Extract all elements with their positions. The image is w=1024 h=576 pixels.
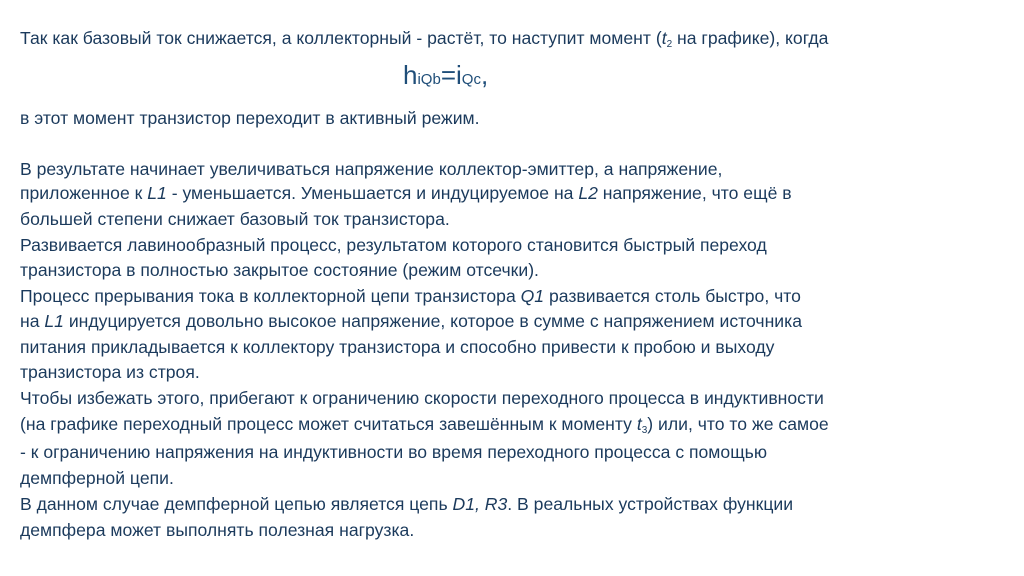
text-segment: Процесс прерывания тока в коллекторной цепи транзистора	[20, 286, 521, 306]
time-symbol: t	[636, 414, 642, 434]
text-segment: индуцируется довольно высокое напряжение, которое в сумме с напряжением источника	[63, 311, 803, 331]
body-line-6	[20, 284, 801, 308]
formula-iqb: iQb	[417, 71, 441, 88]
body-line-15: демпфера может выполнять полезная нагрузка.	[20, 520, 415, 540]
current-equation	[403, 60, 488, 95]
formula-h: h	[403, 60, 418, 90]
text-segment: ) или, что то же самое	[647, 414, 829, 434]
body-line-12: - к ограничению напряжения на индуктивности во время переходного процесса с помощью	[20, 442, 768, 462]
body-line-10: Чтобы избежать этого, прибегают к ограничению скорости переходного процесса в индуктивности	[20, 388, 824, 408]
text-segment: приложенное к	[20, 183, 148, 203]
text-segment: Так как базовый ток снижается, а коллекторный - растёт, то наступит момент (	[20, 28, 662, 48]
formula-comma: ,	[480, 60, 489, 90]
time-subscript: 3	[641, 425, 648, 436]
active-mode-line: в этот момент транзистор переходит в активный режим.	[20, 108, 480, 128]
text-segment: . В реальных устройствах функции	[507, 494, 794, 514]
component-ref: L1	[44, 311, 64, 331]
body-line-13: демпферной цепи.	[20, 468, 174, 488]
component-ref: Q1	[520, 286, 545, 306]
text-segment: напряжение, что ещё в	[597, 183, 792, 203]
text-segment: на графике), когда	[672, 28, 829, 48]
time-subscript: 2	[666, 39, 673, 50]
body-line-3: большей степени снижает базовый ток транзистора.	[20, 209, 450, 229]
body-line-7	[20, 309, 802, 333]
text-segment: на	[20, 311, 45, 331]
time-symbol: t	[661, 28, 667, 48]
body-line-2	[20, 181, 792, 205]
formula-i: i	[456, 60, 462, 90]
body-line-14	[20, 492, 793, 516]
component-ref: D1, R3	[452, 494, 508, 514]
formula-equals: =	[440, 60, 456, 90]
formula-qc: Qc	[461, 71, 481, 88]
text-segment: - уменьшается. Уменьшается и индуцируемое на	[166, 183, 579, 203]
body-line-8: питания прикладывается к коллектору транзистора и способно привести к пробою и выходу	[20, 337, 775, 357]
component-ref: L1	[147, 183, 167, 203]
text-segment: развивается столь быстро, что	[544, 286, 801, 306]
body-line-4: Развивается лавинообразный процесс, результатом которого становится быстрый переход	[20, 235, 767, 255]
body-line-11	[20, 412, 829, 436]
component-ref: L2	[578, 183, 598, 203]
intro-line	[20, 26, 828, 50]
body-line-9: транзистора из строя.	[20, 362, 200, 382]
body-line-1: В результате начинает увеличиваться напряжение коллектор-эмиттер, а напряжение,	[20, 159, 723, 179]
text-segment: В данном случае демпферной цепью является цепь	[20, 494, 453, 514]
body-line-5: транзистора в полностью закрытое состояние (режим отсечки).	[20, 260, 539, 280]
text-segment: (на графике переходный процесс может считаться завешённым к моменту	[20, 414, 637, 434]
